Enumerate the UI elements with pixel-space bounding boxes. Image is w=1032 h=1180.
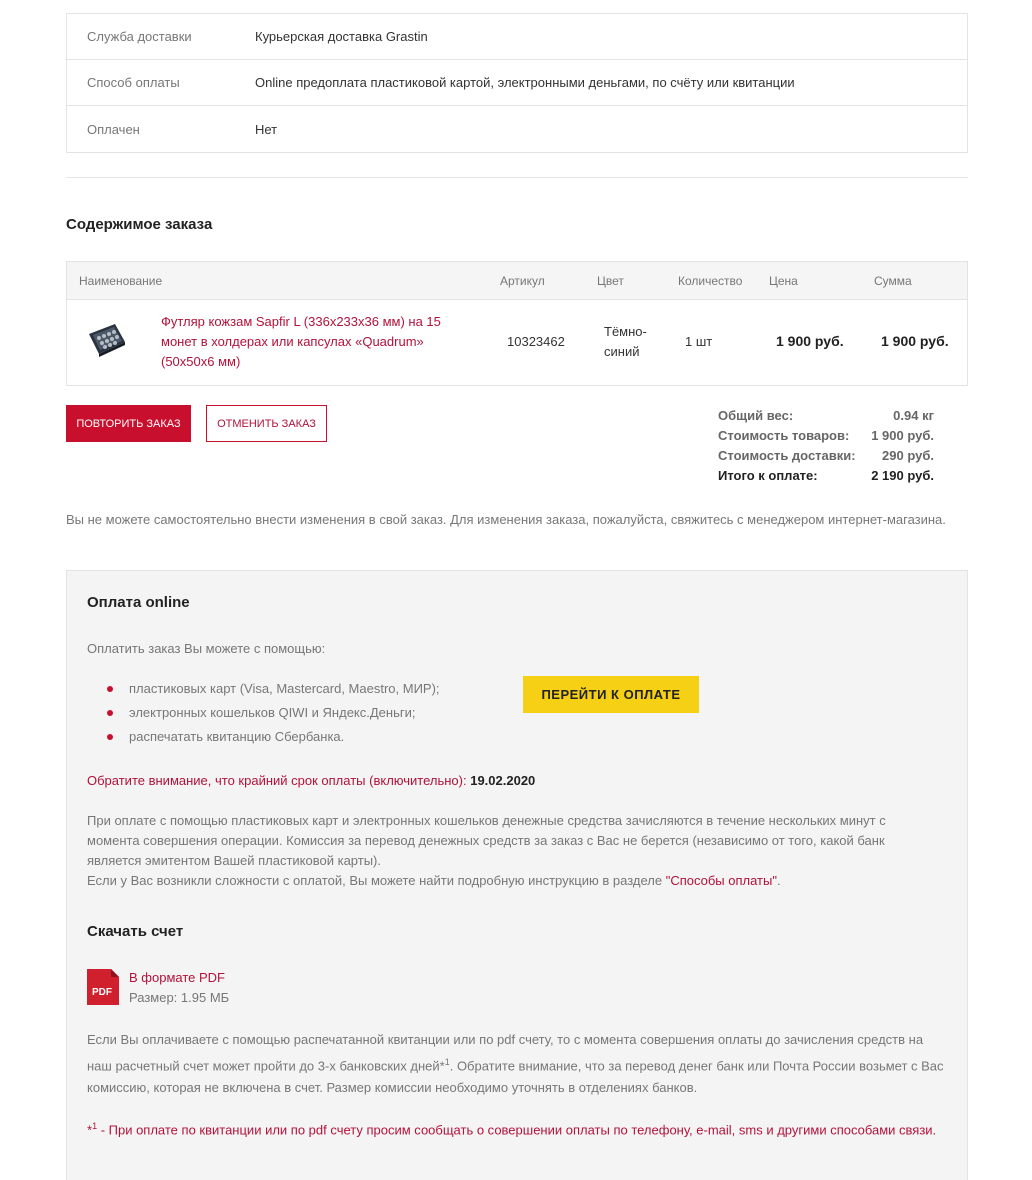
- list-item: [87, 703, 440, 727]
- list-item: [87, 727, 440, 751]
- product-color: Тёмно-синий: [604, 324, 647, 359]
- bullet-icon: [107, 710, 113, 716]
- header-color: Цвет: [597, 274, 624, 288]
- list-item: [87, 679, 440, 703]
- help-suffix: .: [776, 873, 781, 888]
- goods-cost-value: 1 900 руб.: [871, 427, 934, 443]
- header-sum: Сумма: [874, 274, 912, 288]
- deadline-date: 19.02.2020: [470, 773, 536, 788]
- paid-status-value: Нет: [255, 121, 278, 137]
- go-to-payment-button[interactable]: ПЕРЕЙТИ К ОПЛАТЕ: [523, 676, 699, 713]
- payment-info-text: [87, 811, 927, 891]
- repeat-order-button[interactable]: ПОВТОРИТЬ ЗАКАЗ: [66, 405, 191, 442]
- delivery-service-value: Курьерская доставка Grastin: [255, 29, 428, 44]
- payment-method-receipt: распечатать квитанцию Сбербанка.: [129, 729, 345, 744]
- header-article: Артикул: [500, 274, 545, 288]
- product-image[interactable]: [85, 320, 127, 360]
- payment-panel: [66, 570, 968, 1180]
- product-sum: 1 900 руб.: [881, 333, 949, 349]
- payment-method-cards: пластиковых карт (Visa, Mastercard, Maestro, МИР);: [129, 681, 440, 696]
- payment-methods-link[interactable]: "Способы оплаты": [665, 873, 777, 888]
- order-items-table: [66, 261, 968, 386]
- header-price: Цена: [769, 274, 798, 288]
- delivery-service-row: [67, 14, 967, 60]
- payment-method-wallets: электронных кошельков QIWI и Яндекс.Деньги;: [129, 705, 416, 720]
- footnote: [87, 1115, 947, 1141]
- pdf-download-link[interactable]: В формате PDF: [129, 970, 225, 985]
- deadline-label: Обратите внимание, что крайний срок оплаты (включительно):: [87, 773, 467, 788]
- header-name: Наименование: [79, 274, 163, 288]
- payment-deadline: [87, 773, 535, 788]
- paid-status-label: Оплачен: [87, 121, 140, 137]
- pdf-file-size: Размер: 1.95 МБ: [129, 990, 230, 1005]
- footnote-ref: 1: [444, 1057, 450, 1067]
- order-contents-title: Содержимое заказа: [66, 216, 213, 233]
- product-article: 10323462: [507, 334, 565, 349]
- table-row: [67, 300, 967, 385]
- receipt-text-part2: . Обратите внимание, что за перевод денег банк или Почта России возьмет с Вас комиссию, которая не включена в счет. Размер комиссии необходимо уточнять в отделениях банков.: [87, 1058, 944, 1096]
- payment-method-label: Способ оплаты: [87, 75, 180, 90]
- total-weight-row: [718, 405, 934, 425]
- pdf-file-icon[interactable]: [87, 969, 119, 1005]
- delivery-cost-label: Стоимость доставки:: [718, 447, 856, 463]
- bullet-icon: [107, 734, 113, 740]
- product-quantity: 1 шт: [685, 334, 713, 349]
- payment-help-line: [87, 871, 927, 891]
- footnote-number: 1: [92, 1121, 98, 1131]
- help-prefix: Если у Вас возникли сложности с оплатой, Вы можете найти подробную инструкцию в разделе: [87, 873, 666, 888]
- grand-total-row: [718, 465, 934, 485]
- payment-method-row: [67, 60, 967, 106]
- footnote-mark: *: [87, 1122, 93, 1138]
- delivery-cost-value: 290 руб.: [882, 447, 934, 463]
- total-weight-label: Общий вес:: [718, 407, 794, 423]
- payment-method-value: Online предоплата пластиковой картой, электронными деньгами, по счёту или квитанции: [255, 75, 795, 90]
- payment-info-paragraph: При оплате с помощью пластиковых карт и электронных кошельков денежные средства зачисляются в течение нескольких минут с момента совершения операции. Комиссия за перевод денежных средств за заказ с Вас не берется (независимо от того, какой банк является эмитентом Вашей пластиковой карты).: [87, 813, 886, 868]
- header-quantity: Количество: [678, 274, 743, 288]
- bullet-icon: [107, 686, 113, 692]
- delivery-service-label: Служба доставки: [87, 29, 192, 44]
- product-name-link[interactable]: Футляр кожзам Sapfir L (336х233х36 мм) на 15 монет в холдерах или капсулах «Quadrum» (50х50х6 мм): [161, 314, 441, 369]
- payment-intro: Оплатить заказ Вы можете с помощью:: [87, 641, 326, 656]
- pdf-icon-label: PDF: [92, 987, 112, 998]
- download-invoice-title: Скачать счет: [87, 923, 184, 940]
- goods-cost-label: Стоимость товаров:: [718, 427, 850, 443]
- items-table-header: [67, 262, 967, 300]
- receipt-payment-text: [87, 1029, 947, 1099]
- goods-cost-row: [718, 425, 934, 445]
- order-totals: [718, 405, 934, 485]
- edit-notice: Вы не можете самостоятельно внести изменения в свой заказ. Для изменения заказа, пожалуйста, свяжитесь с менеджером интернет-магазина.: [66, 512, 946, 527]
- section-divider: [66, 177, 968, 178]
- footnote-text: - При оплате по квитанции или по pdf счету просим сообщать о совершении оплаты по телефону, e-mail, sms и другими способами связи.: [97, 1122, 937, 1138]
- product-price: 1 900 руб.: [776, 333, 844, 349]
- payment-title: Оплата online: [87, 594, 190, 611]
- payment-methods-list: [87, 679, 440, 751]
- delivery-cost-row: [718, 445, 934, 465]
- grand-total-label: Итого к оплате:: [718, 467, 818, 483]
- paid-status-row: [67, 106, 967, 152]
- total-weight-value: 0.94 кг: [893, 407, 934, 423]
- order-info-table: [66, 13, 968, 153]
- cancel-order-button[interactable]: ОТМЕНИТЬ ЗАКАЗ: [206, 405, 327, 442]
- receipt-text-part1: Если Вы оплачиваете с помощью распечатанной квитанции или по pdf счету, то с момента совершения оплаты до зачисления средств на наш расчетный счет может пройти до 3-х банковских дней*: [87, 1032, 924, 1074]
- grand-total-value: 2 190 руб.: [871, 467, 934, 483]
